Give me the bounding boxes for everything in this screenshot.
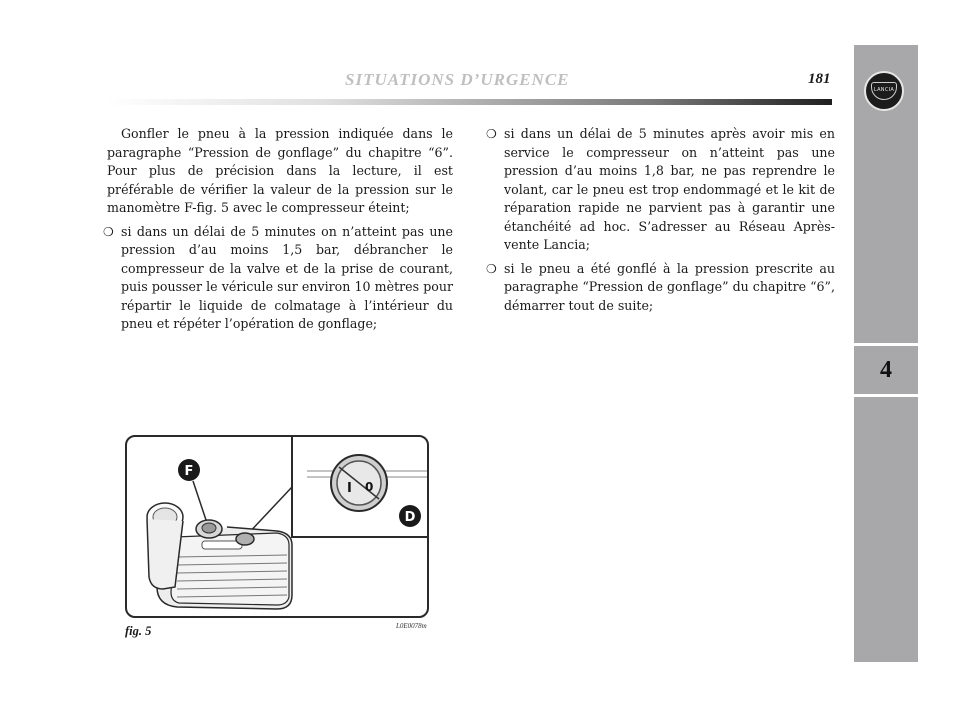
switch-on-label: I	[347, 481, 352, 496]
list-item	[486, 260, 835, 316]
bullet-text: si dans un délai de 5 minutes on n’atteint pas une pression d’au moins 1,5 bar, débrancher le compresseur de la valve et de la prise de courant, puis pousser le véricule sur environ 10 mètres pour répartir le liquide de colmatage à l’intérieur du pneu et répéter l’opération de gonflage;	[121, 223, 453, 331]
header-rule	[105, 99, 832, 105]
left-column	[103, 125, 453, 334]
bullet-icon: ❍	[103, 224, 114, 239]
figure-code: L0E0078m	[396, 622, 427, 630]
sidebar-divider	[854, 394, 918, 397]
chapter-sidebar	[854, 45, 918, 662]
page-number: 181	[808, 71, 831, 87]
bullet-icon: ❍	[486, 127, 497, 141]
chapter-tab[interactable]: 4	[880, 357, 892, 383]
callout-f-label: F	[184, 464, 194, 479]
switch-off-label: 0	[365, 480, 374, 494]
bullet-text: si dans un délai de 5 minutes après avoir mis en service le compresseur on n’atteint pas une pression d’au moins 1,8 bar, ne pas reprendre le volant, car le pneu est trop endommagé et le kit de réparation rapide ne parvient pas à garantir une étanchéité ad hoc. S’adresser au Réseau Après-vente Lancia;	[504, 126, 835, 252]
section-title: SITUATIONS D’URGENCE	[345, 70, 570, 89]
right-column	[486, 125, 835, 315]
figure-caption: fig. 5	[125, 624, 152, 638]
list-item	[486, 125, 835, 255]
bullet-icon: ❍	[486, 261, 497, 276]
compressor-figure	[125, 435, 429, 618]
lancia-logo-icon: LANCIA	[864, 71, 904, 111]
intro-paragraph: Gonfler le pneu à la pression indiquée dans le paragraphe “Pression de gonflage” du chapitre “6”. Pour plus de précision dans la lecture, il est préférable de vérifier la valeur de la pression sur le manomètre F-fig. 5 avec le compresseur éteint;	[107, 126, 453, 215]
list-item	[103, 223, 453, 334]
callout-d-label: D	[404, 510, 416, 525]
compressor-illustration	[127, 437, 427, 616]
bullet-text: si le pneu a été gonflé à la pression prescrite au paragraphe “Pression de gonflage” du chapitre “6”, démarrer tout de suite;	[504, 260, 835, 313]
